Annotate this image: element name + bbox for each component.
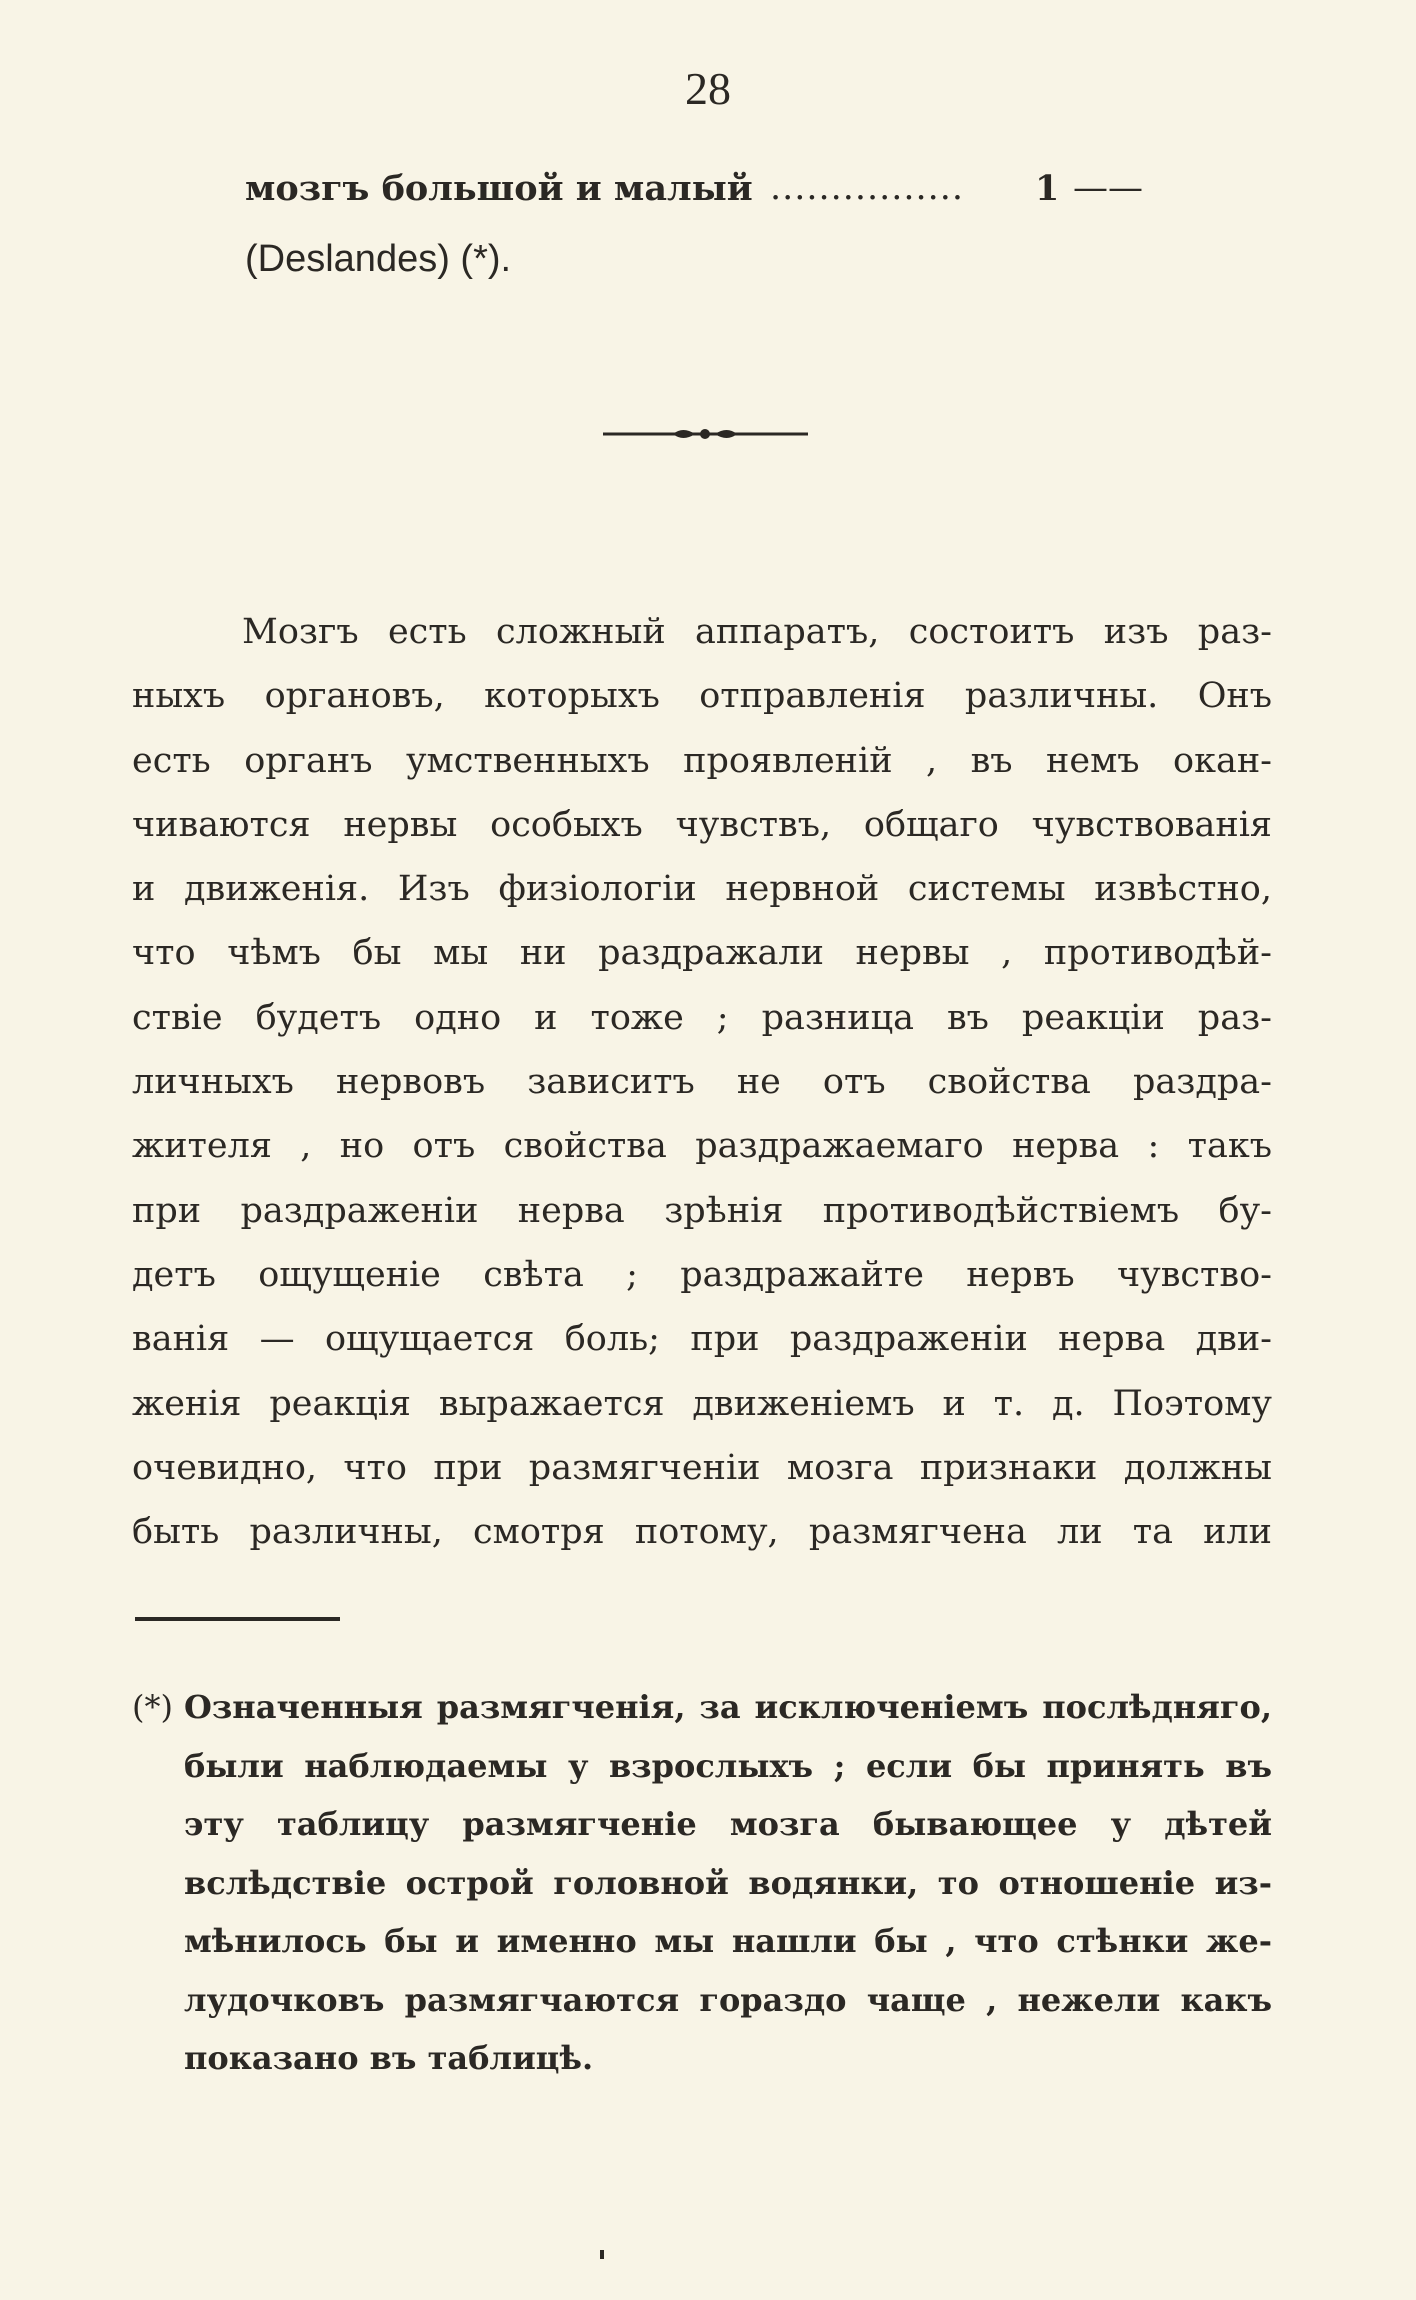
table-row-value: 1	[1035, 168, 1060, 209]
body-line: женія реакція выражается движеніемъ и т. д. Поэтому	[132, 1383, 1272, 1424]
footnote-rule	[135, 1617, 340, 1621]
body-line: есть органъ умственныхъ проявленій , въ немъ окан-	[132, 740, 1272, 781]
body-line: детъ ощущеніе свѣта ; раздражайте нервъ чувство-	[132, 1254, 1272, 1295]
body-line: что чѣмъ бы мы ни раздражали нервы , противодѣй-	[132, 933, 1272, 974]
body-line: личныхъ нервовъ зависитъ не отъ свойства раздра-	[132, 1062, 1272, 1103]
footnote-line	[132, 1678, 1272, 1737]
body-line: быть различны, смотря потому, размягчена ли та или	[132, 1512, 1272, 1553]
table-row-label: мозгъ большой и малый	[245, 168, 753, 209]
body-line: Мозгъ есть сложный аппаратъ, состоитъ изъ раз-	[242, 612, 1272, 652]
section-divider-ornament	[603, 422, 808, 446]
body-line: очевидно, что при размягченіи мозга признаки должны	[132, 1447, 1272, 1488]
footnote-line: были наблюдаемы у взрослыхъ ; если бы принять въ	[184, 1746, 1272, 1785]
footnote-marker: (*)	[132, 1688, 173, 1726]
table-source: (Deslandes) (*).	[245, 238, 512, 280]
footnote-line: показано въ таблицѣ.	[184, 2039, 594, 2077]
body-line: чиваются нервы особыхъ чувствъ, общаго чувствованія	[132, 804, 1272, 845]
footnote-line: вслѣдствіе острой головной водянки, то отношеніе из-	[184, 1863, 1272, 1902]
table-row	[245, 168, 1185, 218]
page-number: 28	[685, 63, 731, 114]
body-line: при раздраженіи нерва зрѣнія противодѣйствіемъ бу-	[132, 1190, 1272, 1231]
table-row-dots: ................	[770, 168, 965, 208]
body-line: жителя , но отъ свойства раздражаемаго нерва : такъ	[132, 1126, 1272, 1167]
print-speck	[600, 2250, 604, 2259]
footnote-line: эту таблицу размягченіе мозга бывающее у дѣтей	[184, 1805, 1272, 1843]
footnote	[132, 1678, 1272, 2088]
footnote-line: лудочковъ размягчаются гораздо чаще , нежели какъ	[184, 1980, 1272, 2019]
body-line: ныхъ органовъ, которыхъ отправленія различны. Онъ	[132, 676, 1272, 717]
body-line: ванія — ощущается боль; при раздраженіи нерва дви-	[132, 1319, 1272, 1360]
body-line: и движенія. Изъ физіологіи нервной системы извѣстно,	[132, 869, 1272, 910]
footnote-line-text: Означенныя размягченія, за исключеніемъ послѣдняго,	[184, 1688, 1272, 1726]
footnote-line: мѣнилось бы и именно мы нашли бы , что стѣнки же-	[184, 1922, 1272, 1960]
body-line: ствіе будетъ одно и тоже ; разница въ реакціи раз-	[132, 997, 1272, 1038]
body-paragraph	[132, 600, 1272, 1564]
table-row-dash: ——	[1073, 168, 1143, 208]
